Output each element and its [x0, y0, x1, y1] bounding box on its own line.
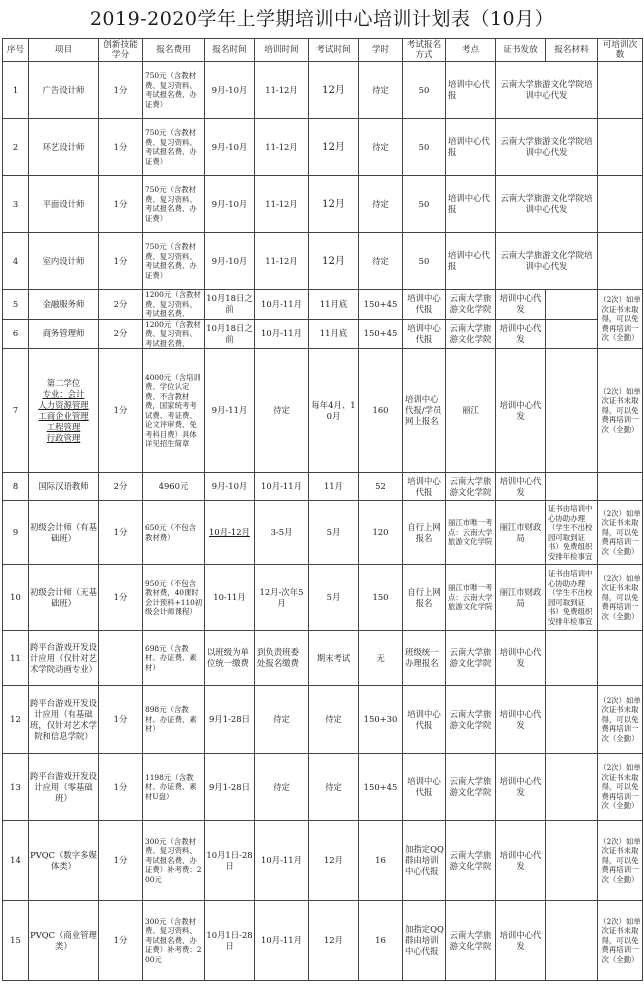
cell-no: 11 — [3, 631, 29, 686]
cell-site: 云南大学旅游文化学院 — [446, 473, 496, 501]
cell-training: 到负责班委处报名缴费 — [255, 631, 309, 686]
header-fee: 报名费用 — [143, 39, 205, 62]
cell-times: （2次）如单次证书未取得，可以免费再培训一次（全勤） — [598, 686, 643, 754]
cell-credit: 1分 — [99, 565, 143, 631]
cell-training: 10月-11月 — [255, 821, 309, 901]
cell-project: 初级会计师（无基础班） — [29, 565, 99, 631]
cell-training: 12月-次年5月 — [255, 565, 309, 631]
cell-hours: 120 — [359, 501, 403, 565]
cell-no: 8 — [3, 473, 29, 501]
cell-times: （2次）如单次证书未取得，可以免费再培训一次（全勤） — [598, 821, 643, 901]
header-materials: 报名材料 — [546, 39, 598, 62]
cell-credit: 1分 — [99, 119, 143, 176]
cell-signup: 10月1日-28日 — [205, 821, 255, 901]
cell-exam: 12月 — [309, 233, 359, 290]
cell-credit: 1分 — [99, 686, 143, 754]
header-row — [3, 39, 643, 62]
cell-signup: 10月18日之前 — [205, 319, 255, 349]
cell-method: 加指定QQ群由培训中心代报 — [403, 901, 446, 981]
cell-exam: 11月 — [309, 473, 359, 501]
cell-times: （2次）如单次证书未取得，可以免费再培训一次（全勤） — [598, 290, 643, 349]
cell-exam: 11月底 — [309, 290, 359, 320]
project-line: 工程管理 — [46, 421, 81, 432]
cell-exam: 12月 — [309, 62, 359, 119]
cell-hours: 无 — [359, 631, 403, 686]
table-row — [3, 290, 643, 320]
cell-credit: 1分 — [99, 233, 143, 290]
cell-signup: 9月-10月 — [205, 176, 255, 233]
cell-no: 14 — [3, 821, 29, 901]
table-row — [3, 319, 643, 349]
cell-fee: 650元（不包含教材费） — [143, 501, 205, 565]
cell-project: 室内设计师 — [29, 233, 99, 290]
cell-site: 云南大学旅游文化学院 — [446, 901, 496, 981]
cell-hours: 待定 — [359, 233, 403, 290]
cell-training: 11-12月 — [255, 62, 309, 119]
cell-fee: 750元（含教材费、复习资料、考试报名费、办证费） — [143, 233, 205, 290]
cell-fee: 1200元（含教材费、复习资料、考试报名费、 — [143, 290, 205, 320]
cell-credit: 2分 — [99, 319, 143, 349]
cell-no: 10 — [3, 565, 29, 631]
cell-times: （2次）如单次证书未取得，可以免费再培训一次（全勤） — [598, 565, 643, 631]
cell-hours: 150+30 — [359, 686, 403, 754]
cell-exam: 5月 — [309, 501, 359, 565]
cell-project: 跨平台游戏开发设计应用（零基础班） — [29, 754, 99, 821]
cell-cert: 丽江市财政局 — [496, 501, 546, 565]
cell-training: 10月-11月 — [255, 473, 309, 501]
cell-cert: 培训中心代发 — [496, 686, 546, 754]
cell-exam: 每年4月、10月 — [309, 349, 359, 473]
cell-project: 国际汉语教师 — [29, 473, 99, 501]
cell-no: 15 — [3, 901, 29, 981]
cell-times: （2次）如单次证书未取得，可以免费再培训一次（全勤） — [598, 501, 643, 565]
cell-times — [598, 473, 643, 501]
cell-no: 1 — [3, 62, 29, 119]
cell-hours: 150 — [359, 565, 403, 631]
table-row — [3, 176, 643, 233]
cell-project: PVQC（数字多媒体类） — [29, 821, 99, 901]
cell-credit — [99, 631, 143, 686]
cell-project: 跨平台游戏开发设计应用（有基础班，仅针对艺术学院和信息学院） — [29, 686, 99, 754]
cell-times — [598, 119, 643, 176]
cell-no: 9 — [3, 501, 29, 565]
cell-exam: 12月 — [309, 901, 359, 981]
project-line: 人力资源管理 — [38, 399, 89, 410]
cell-hours: 16 — [359, 821, 403, 901]
cell-no: 3 — [3, 176, 29, 233]
cell-exam: 期末考试 — [309, 631, 359, 686]
cell-credit: 1分 — [99, 62, 143, 119]
cell-method: 50 — [403, 233, 446, 290]
cell-training: 11-12月 — [255, 119, 309, 176]
cell-times: （2次）如单次证书未取得，可以免费再培训一次（全勤） — [598, 901, 643, 981]
cell-times — [598, 233, 643, 290]
cell-materials: 证书由培训中心协助办理（学生不出校园可取到证书）免费组织安排年检事宜 — [546, 565, 598, 631]
header-no: 序号 — [3, 39, 29, 62]
cell-site: 培训中心代报 — [446, 176, 496, 233]
cell-site: 云南大学旅游文化学院 — [446, 319, 496, 349]
header-project: 项目 — [29, 39, 99, 62]
cell-cert: 云南大学旅游文化学院培训中心代发 — [496, 119, 598, 176]
cell-no: 4 — [3, 233, 29, 290]
cell-fee: 300元（含教材费、复习资料、考试报名费、办证费）补考费：200元 — [143, 901, 205, 981]
table-row — [3, 821, 643, 901]
cell-fee: 750元（含教材费、复习资料、考试报名费、办证费） — [143, 62, 205, 119]
cell-credit: 1分 — [99, 754, 143, 821]
cell-site: 云南大学旅游文化学院 — [446, 754, 496, 821]
cell-training: 待定 — [255, 754, 309, 821]
cell-training: 待定 — [255, 349, 309, 473]
cell-fee: 750元（含教材费、复习资料、考试报名费、办证费） — [143, 119, 205, 176]
cell-signup: 9月-10月 — [205, 119, 255, 176]
cell-project — [29, 349, 99, 473]
cell-materials: 证书由培训中心协助办理（学生不出校园可取到证书）免费组织安排年检事宜 — [546, 501, 598, 565]
cell-cert: 培训中心代发 — [496, 754, 546, 821]
cell-training: 11-12月 — [255, 233, 309, 290]
cell-times: （2次）如单次证书未取得，可以免费再培训一次（全勤） — [598, 349, 643, 473]
cell-materials — [546, 821, 598, 901]
cell-fee: 898元（含教材、办证费、素材） — [143, 686, 205, 754]
cell-training: 11-12月 — [255, 176, 309, 233]
cell-cert: 培训中心代发 — [496, 473, 546, 501]
cell-site: 丽江市唯一考点：云南大学旅游文化学院 — [446, 501, 496, 565]
table-row — [3, 62, 643, 119]
header-cert-issue: 证书发放 — [496, 39, 546, 62]
cell-no: 2 — [3, 119, 29, 176]
cell-project: 初级会计师（有基础班） — [29, 501, 99, 565]
training-plan-table — [2, 38, 643, 981]
cell-credit: 1分 — [99, 821, 143, 901]
cell-credit: 2分 — [99, 473, 143, 501]
cell-fee: 4000元（含培训费、学位认定费、不含教材费，国家统考考试费、考证费、论文评审费、免考科目费）具体详见招生简章 — [143, 349, 205, 473]
cell-materials — [546, 631, 598, 686]
table-row — [3, 631, 643, 686]
cell-signup: 9月-10月 — [205, 473, 255, 501]
cell-hours: 150+45 — [359, 290, 403, 320]
cell-cert: 培训中心代发 — [496, 821, 546, 901]
cell-no: 13 — [3, 754, 29, 821]
cell-signup: 9月1-28日 — [205, 754, 255, 821]
table-row — [3, 233, 643, 290]
header-credit: 创新技能学分 — [99, 39, 143, 62]
cell-site: 培训中心代报 — [446, 62, 496, 119]
cell-project: 环艺设计师 — [29, 119, 99, 176]
cell-signup: 10月18日之前 — [205, 290, 255, 320]
table-row — [3, 501, 643, 565]
cell-hours: 待定 — [359, 176, 403, 233]
header-exam-site: 考点 — [446, 39, 496, 62]
cell-cert: 云南大学旅游文化学院培训中心代发 — [496, 176, 598, 233]
cell-exam: 12月 — [309, 176, 359, 233]
cell-project: 金融服务师 — [29, 290, 99, 320]
table-row — [3, 754, 643, 821]
cell-exam: 待定 — [309, 754, 359, 821]
cell-method: 培训中心代报 — [403, 473, 446, 501]
cell-method: 班级统一办理报名 — [403, 631, 446, 686]
cell-site: 培训中心代报 — [446, 119, 496, 176]
cell-credit: 1分 — [99, 176, 143, 233]
cell-times: （2次）如单次证书未取得，可以免费再培训一次（全勤） — [598, 754, 643, 821]
cell-fee: 300元（含教材费、复习资料、考试报名费、办证费）补考费：200元 — [143, 821, 205, 901]
cell-site: 丽江市唯一考点：云南大学旅游文化学院 — [446, 565, 496, 631]
cell-credit: 1分 — [99, 501, 143, 565]
cell-site: 云南大学旅游文化学院 — [446, 821, 496, 901]
cell-signup: 9月-10月 — [205, 233, 255, 290]
header-times: 可培训次数 — [598, 39, 643, 62]
cell-hours: 52 — [359, 473, 403, 501]
cell-fee: 698元（含教材、办证费、素材） — [143, 631, 205, 686]
page-title: 2019-2020学年上学期培训中心培训计划表（10月） — [89, 8, 555, 30]
cell-signup: 以班级为单位统一缴费 — [205, 631, 255, 686]
cell-cert: 培训中心代发 — [496, 631, 546, 686]
table-row — [3, 686, 643, 754]
cell-training: 10月-11月 — [255, 901, 309, 981]
cell-signup: 9月1-28日 — [205, 686, 255, 754]
cell-materials — [546, 901, 598, 981]
cell-exam: 5月 — [309, 565, 359, 631]
cell-signup: 10月-12月 — [205, 501, 255, 565]
cell-training: 3-5月 — [255, 501, 309, 565]
cell-materials — [546, 473, 598, 501]
cell-exam: 11月底 — [309, 319, 359, 349]
cell-hours: 150+45 — [359, 754, 403, 821]
cell-project: PVQC（商业管理类） — [29, 901, 99, 981]
cell-cert: 培训中心代发 — [496, 319, 546, 349]
project-line: 专业：会计 — [42, 388, 85, 399]
cell-method: 50 — [403, 119, 446, 176]
cell-site: 丽江 — [446, 349, 496, 473]
cell-fee: 950元（不包含教材费，40课时会计预科+110初级会计师课程） — [143, 565, 205, 631]
cell-method: 培训中心代报 — [403, 754, 446, 821]
cell-fee: 1200元（含教材费、复习资料、考试报名费、 — [143, 319, 205, 349]
cell-times — [598, 62, 643, 119]
cell-site: 云南大学旅游文化学院 — [446, 686, 496, 754]
header-hours: 学时 — [359, 39, 403, 62]
cell-project: 平面设计师 — [29, 176, 99, 233]
cell-project: 跨平台游戏开发设计应用（仅针对艺术学院动画专业） — [29, 631, 99, 686]
cell-training: 待定 — [255, 686, 309, 754]
cell-cert: 培训中心代发 — [496, 290, 546, 320]
header-signup-time: 报名时间 — [205, 39, 255, 62]
cell-method: 自行上网报名 — [403, 565, 446, 631]
cell-hours: 待定 — [359, 119, 403, 176]
cell-no: 5 — [3, 290, 29, 320]
cell-method: 培训中心代报/学员网上报名 — [403, 349, 446, 473]
project-line: 工商企业管理 — [38, 410, 89, 421]
cell-cert: 云南大学旅游文化学院培训中心代发 — [496, 233, 598, 290]
cell-signup: 10-11月 — [205, 565, 255, 631]
cell-signup: 9月-11月 — [205, 349, 255, 473]
cell-cert: 丽江市财政局 — [496, 565, 546, 631]
cell-fee: 4960元 — [143, 473, 205, 501]
table-row — [3, 473, 643, 501]
cell-hours: 16 — [359, 901, 403, 981]
cell-training: 10月-11月 — [255, 290, 309, 320]
cell-method: 培训中心代报 — [403, 290, 446, 320]
cell-credit: 1分 — [99, 901, 143, 981]
cell-exam: 12月 — [309, 119, 359, 176]
cell-cert: 云南大学旅游文化学院培训中心代发 — [496, 62, 598, 119]
table-row — [3, 349, 643, 473]
cell-materials — [546, 686, 598, 754]
cell-signup: 9月-10月 — [205, 62, 255, 119]
cell-cert: 培训中心代发 — [496, 349, 546, 473]
cell-credit: 1分 — [99, 349, 143, 473]
cell-project: 商务管理师 — [29, 319, 99, 349]
header-exam-time: 考试时间 — [309, 39, 359, 62]
header-training-time: 培训时间 — [255, 39, 309, 62]
cell-site: 云南大学旅游文化学院 — [446, 290, 496, 320]
project-line: 行政管理 — [46, 432, 81, 443]
cell-hours: 160 — [359, 349, 403, 473]
cell-materials — [546, 290, 598, 320]
cell-fee: 1198元（含教材、办证费、素材U盘） — [143, 754, 205, 821]
table-row — [3, 901, 643, 981]
cell-method: 培训中心代报 — [403, 319, 446, 349]
cell-project: 广告设计师 — [29, 62, 99, 119]
cell-hours: 待定 — [359, 62, 403, 119]
cell-times — [598, 176, 643, 233]
cell-no: 6 — [3, 319, 29, 349]
table-row — [3, 565, 643, 631]
cell-method: 50 — [403, 176, 446, 233]
cell-credit: 2分 — [99, 290, 143, 320]
cell-cert: 培训中心代发 — [496, 901, 546, 981]
cell-times — [598, 631, 643, 686]
cell-signup: 10月1日-28日 — [205, 901, 255, 981]
project-line: 第二学位 — [46, 377, 81, 388]
cell-hours: 150+45 — [359, 319, 403, 349]
cell-method: 50 — [403, 62, 446, 119]
cell-training: 10月-11月 — [255, 319, 309, 349]
cell-materials — [546, 319, 598, 349]
cell-no: 7 — [3, 349, 29, 473]
cell-method: 加指定QQ群由培训中心代报 — [403, 821, 446, 901]
header-exam-signup-method: 考试报名方式 — [403, 39, 446, 62]
cell-exam: 12月 — [309, 821, 359, 901]
cell-no: 12 — [3, 686, 29, 754]
cell-fee: 750元（含教材费、复习资料、考试报名费、办证费） — [143, 176, 205, 233]
cell-materials — [546, 754, 598, 821]
table-row — [3, 119, 643, 176]
cell-method: 自行上网报名 — [403, 501, 446, 565]
cell-materials — [546, 349, 598, 473]
cell-exam: 待定 — [309, 686, 359, 754]
cell-site: 云南大学旅游文化学院 — [446, 631, 496, 686]
cell-site: 培训中心代报 — [446, 233, 496, 290]
cell-method: 培训中心代报 — [403, 686, 446, 754]
